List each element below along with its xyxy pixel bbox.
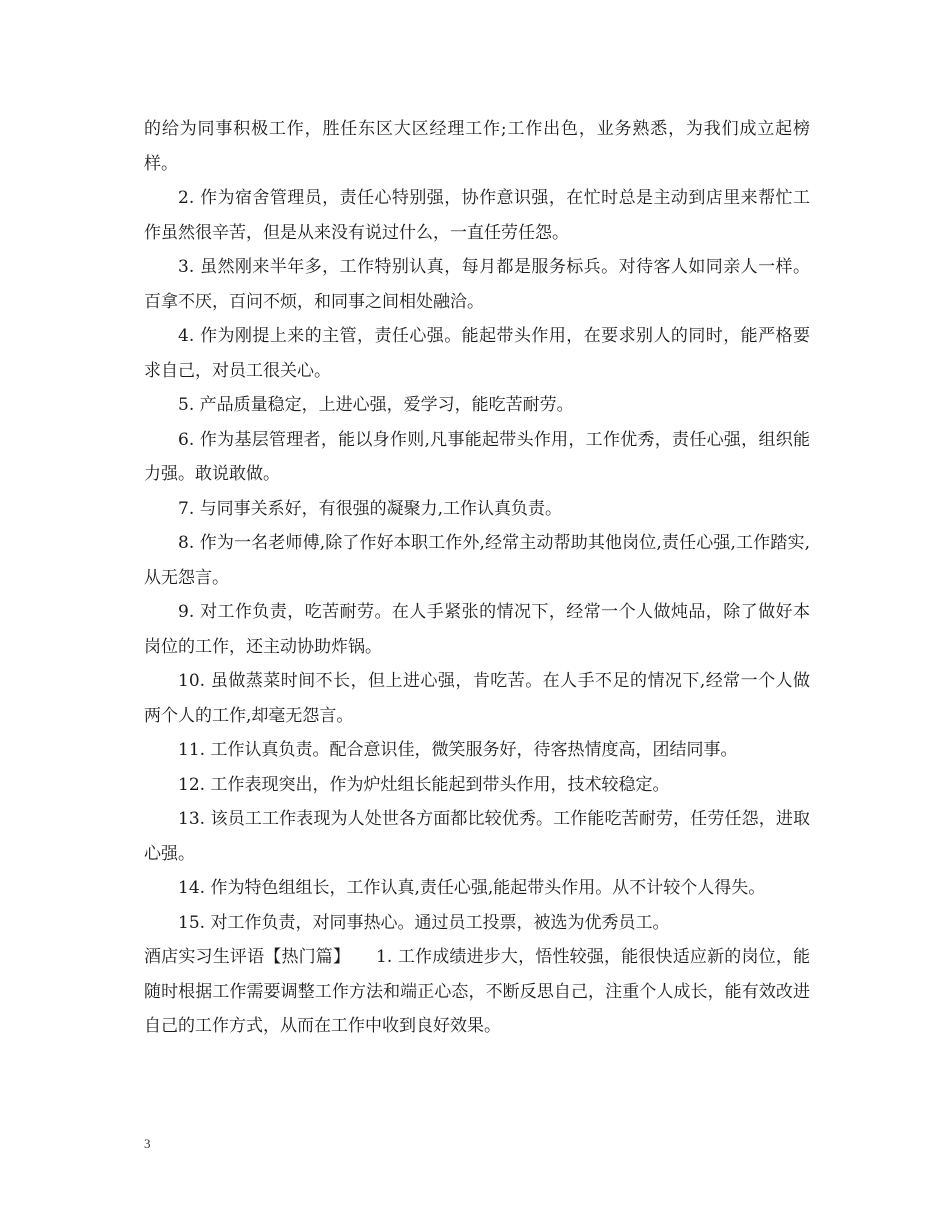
paragraph-12: 12. 工作表现突出，作为炉灶组长能起到带头作用，技术较稳定。 (178, 774, 670, 795)
paragraph-3: 3. 虽然刚来半年多，工作特别认真，每月都是服务标兵。对待客人如同亲人一样。百拿不厌，百问不烦，和同事之间相处融洽。 (144, 257, 810, 312)
paragraph-4: 4. 作为刚提上来的主管，责任心强。能起带头作用，在要求别人的同时，能严格要求自己，对员工很关心。 (144, 326, 810, 381)
paragraph-15: 15. 对工作负责，对同事热心。通过员工投票，被选为优秀员工。 (178, 912, 670, 933)
paragraph-5: 5. 产品质量稳定，上进心强，爱学习，能吃苦耐劳。 (178, 395, 574, 415)
paragraph-9: 9. 对工作负责，吃苦耐劳。在人手紧张的情况下，经常一个人做炖品，除了做好本岗位的工作，还主动协助炸锅。 (144, 602, 810, 657)
paragraph-8: 8. 作为一名老师傅,除了作好本职工作外,经常主动帮助其他岗位,责任心强,工作踏实,从无怨言。 (144, 533, 810, 588)
paragraph-10: 10. 虽做蒸菜时间不长，但上进心强，肯吃苦。在人手不足的情况下,经常一个人做两个人的工作,却毫无怨言。 (144, 671, 810, 726)
paragraph-14: 14. 作为特色组组长，工作认真,责任心强,能起带头作用。从不计较个人得失。 (178, 878, 766, 898)
paragraph-1: 的给为同事积极工作，胜任东区大区经理工作;工作出色，业务熟悉，为我们成立起榜样。 (144, 119, 810, 174)
paragraph-7: 7. 与同事关系好，有很强的凝聚力,工作认真负责。 (178, 498, 563, 519)
page-number: 3 (144, 1136, 151, 1151)
paragraph-6: 6. 作为基层管理者，能以身作则,凡事能起带头作用，工作优秀，责任心强，组织能力强。敢说敢做。 (144, 429, 810, 484)
paragraph-2: 2. 作为宿舍管理员，责任心特别强，协作意识强，在忙时总是主动到店里来帮忙工作虽然很辛苦，但是从来没有说过什么，一直任劳任怨。 (144, 188, 810, 243)
paragraph-16: 酒店实习生评语【热门篇】 1. 工作成绩进步大，悟性较强，能很快适应新的岗位，能随时根据工作需要调整工作方法和端正心态，不断反思自己，注重个人成长，能有效改进自己的工作方式，从而在工作中收到良好效果。 (144, 947, 810, 1036)
paragraph-13: 13. 该员工工作表现为人处世各方面都比较优秀。工作能吃苦耐劳，任劳任怨，进取心强。 (144, 809, 810, 864)
paragraph-11: 11. 工作认真负责。配合意识佳，微笑服务好，待客热情度高，团结同事。 (178, 740, 738, 760)
body-text (144, 112, 810, 1044)
